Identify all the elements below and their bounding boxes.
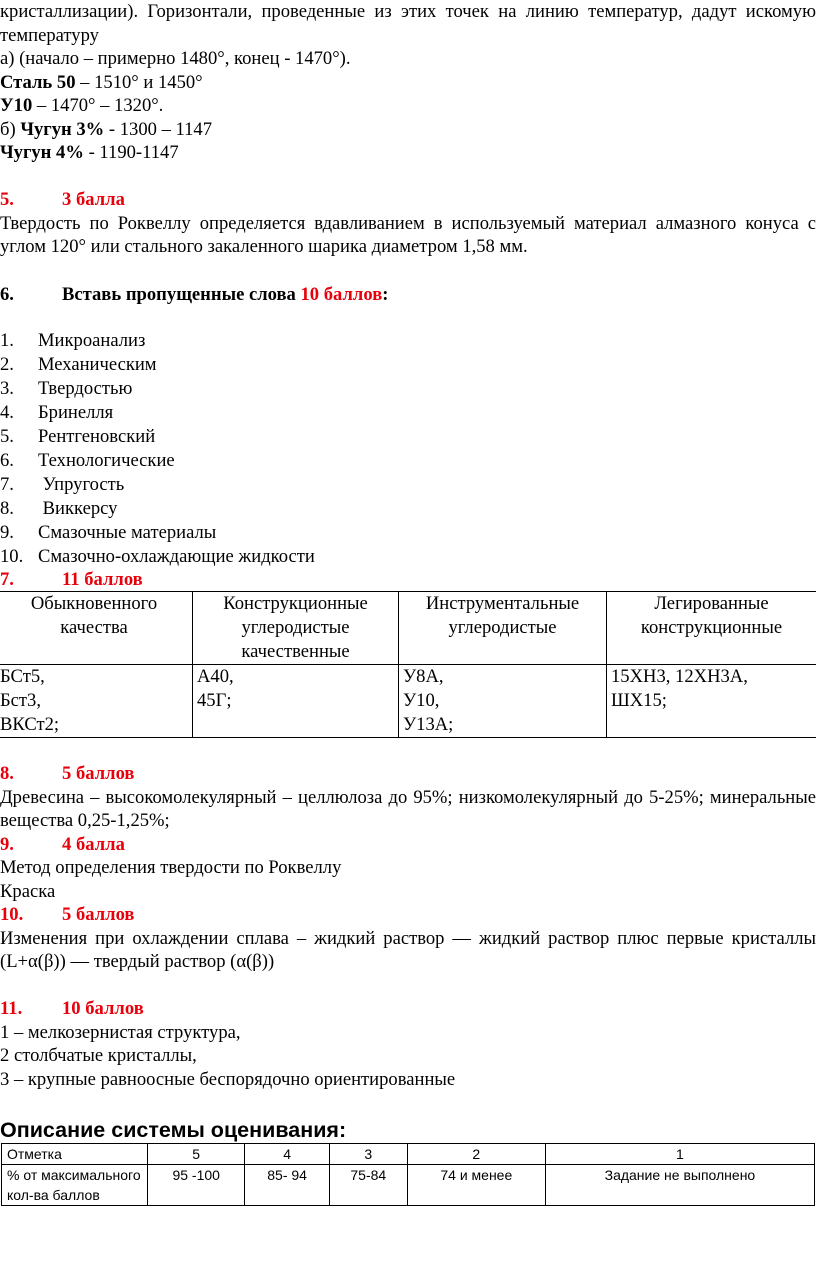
steel50-line [0, 71, 816, 95]
q6-colon: : [382, 283, 389, 305]
steel50-label: Сталь 50 [0, 71, 76, 93]
grading-section [0, 1117, 816, 1206]
steel-classes-table [0, 591, 816, 738]
table-cell: Задание не выполнено [545, 1165, 814, 1206]
cast4-line [0, 141, 816, 165]
q9-line-1: Метод определения твердости по Роквеллу [0, 857, 342, 878]
q10-score: 5 баллов [62, 904, 135, 925]
table-cell: Отметка [2, 1144, 148, 1165]
q11-number: 11. [0, 998, 23, 1019]
steel50-value: – 1510° и 1450° [75, 71, 203, 93]
list-item: 1. Микроанализ [0, 330, 146, 351]
table-cell: А40, 45Г; [193, 665, 399, 738]
list-item: 7. Упругость [0, 474, 125, 495]
q5-text: Твердость по Роквеллу определяется вдавливанием в используемый материал алмазного конуса с углом 120° или стального закаленного шарика диаметром 1,58 мм. [0, 212, 816, 257]
q6-answer-list [0, 329, 816, 569]
q11-line-2: 2 столбчатые кристаллы, [0, 1045, 197, 1066]
grading-table [1, 1143, 815, 1206]
cast4-label: Чугун 4% [0, 142, 84, 163]
q6-score: 10 баллов [300, 283, 383, 305]
table-cell: 75-84 [329, 1165, 407, 1206]
q6-title: Вставь пропущенные слова [62, 283, 301, 305]
q9-heading [0, 833, 816, 857]
question-11 [0, 997, 816, 1091]
q8-text: Древесина – высокомолекулярный – целлюлоза до 95%; низкомолекулярный до 5-25%; минеральные вещества 0,25-1,25%; [0, 786, 816, 831]
list-item: 5. Рентгеновский [0, 426, 156, 447]
intro-paragraph: кристаллизации). Горизонтали, проведенные из этих точек на линию температур, дадут искомую температуру [0, 1, 816, 46]
table-header-cell: Легированные конструкционные [607, 592, 816, 665]
table-cell: % от максимального кол-ва баллов [2, 1165, 148, 1206]
q5-number: 5. [0, 189, 14, 210]
q10-heading [0, 903, 816, 927]
q9-score: 4 балла [62, 833, 125, 855]
q9-number: 9. [0, 833, 14, 855]
list-item: 4. Бринелля [0, 402, 114, 423]
question-6 [0, 283, 816, 570]
table-header-cell: Инструментальные углеродистые [399, 592, 607, 665]
list-item: 9. Смазочные материалы [0, 522, 217, 543]
u10-label: У10 [0, 95, 33, 116]
q8-number: 8. [0, 763, 14, 784]
intro-section [0, 0, 816, 165]
b-prefix: б) [0, 118, 21, 140]
question-7 [0, 569, 816, 738]
list-item: 6. Технологические [0, 450, 175, 471]
list-item: 8. Виккерсу [0, 498, 118, 519]
q7-heading [0, 569, 816, 591]
q11-score: 10 баллов [62, 998, 144, 1019]
table-cell: 3 [329, 1144, 407, 1165]
question-9 [0, 833, 816, 904]
table-header-cell: Конструкционные углеродистые качественные [193, 592, 399, 665]
table-cell: 74 и менее [407, 1165, 545, 1206]
table-cell: 1 [545, 1144, 814, 1165]
u10-value: – 1470° – 1320°. [32, 95, 164, 116]
grading-title: Описание системы оценивания: [0, 1118, 347, 1142]
u10-line [0, 94, 816, 118]
q8-heading [0, 762, 816, 786]
list-item: 10. Смазочно-охлаждающие жидкости [0, 546, 315, 567]
list-item: 2. Механическим [0, 354, 157, 375]
q10-number: 10. [0, 904, 24, 925]
q11-line-3: 3 – крупные равноосные беспорядочно ориентированные [0, 1068, 456, 1090]
q6-heading [0, 283, 816, 307]
q11-heading [0, 997, 816, 1021]
table-cell: 2 [407, 1144, 545, 1165]
q6-number: 6. [0, 283, 14, 305]
cast3-value: - 1300 – 1147 [104, 118, 213, 140]
q7-score: 11 баллов [62, 569, 143, 590]
question-8 [0, 762, 816, 833]
q9-line-2: Краска [0, 880, 56, 902]
q5-score: 3 балла [62, 189, 125, 210]
q8-score: 5 баллов [62, 763, 135, 784]
table-cell: 5 [148, 1144, 245, 1165]
question-10 [0, 903, 816, 974]
table-cell: 95 -100 [148, 1165, 245, 1206]
list-item: 3. Твердостью [0, 378, 133, 399]
question-5 [0, 188, 816, 259]
cast3-label: Чугун 3% [20, 118, 105, 140]
table-cell: У8А, У10, У13А; [399, 665, 607, 738]
q5-heading [0, 188, 816, 212]
table-cell: 15ХН3, 12ХН3А, ШХ15; [607, 665, 816, 738]
table-cell: 4 [245, 1144, 329, 1165]
table-cell: 85- 94 [245, 1165, 329, 1206]
intro-line-a: а) (начало – примерно 1480°, конец - 1470°). [0, 48, 351, 69]
table-cell: БСт5, Бст3, ВКСт2; [0, 665, 193, 738]
q11-line-1: 1 – мелкозернистая структура, [0, 1021, 241, 1043]
q7-number: 7. [0, 569, 14, 590]
cast4-value: - 1190-1147 [83, 142, 179, 163]
table-header-cell: Обыкновенного качества [0, 592, 193, 665]
q10-text: Изменения при охлаждении сплава – жидкий раствор — жидкий раствор плюс первые кристаллы (L+α(β)) — твердый раствор (α(β)) [0, 927, 816, 972]
cast3-line [0, 118, 816, 142]
